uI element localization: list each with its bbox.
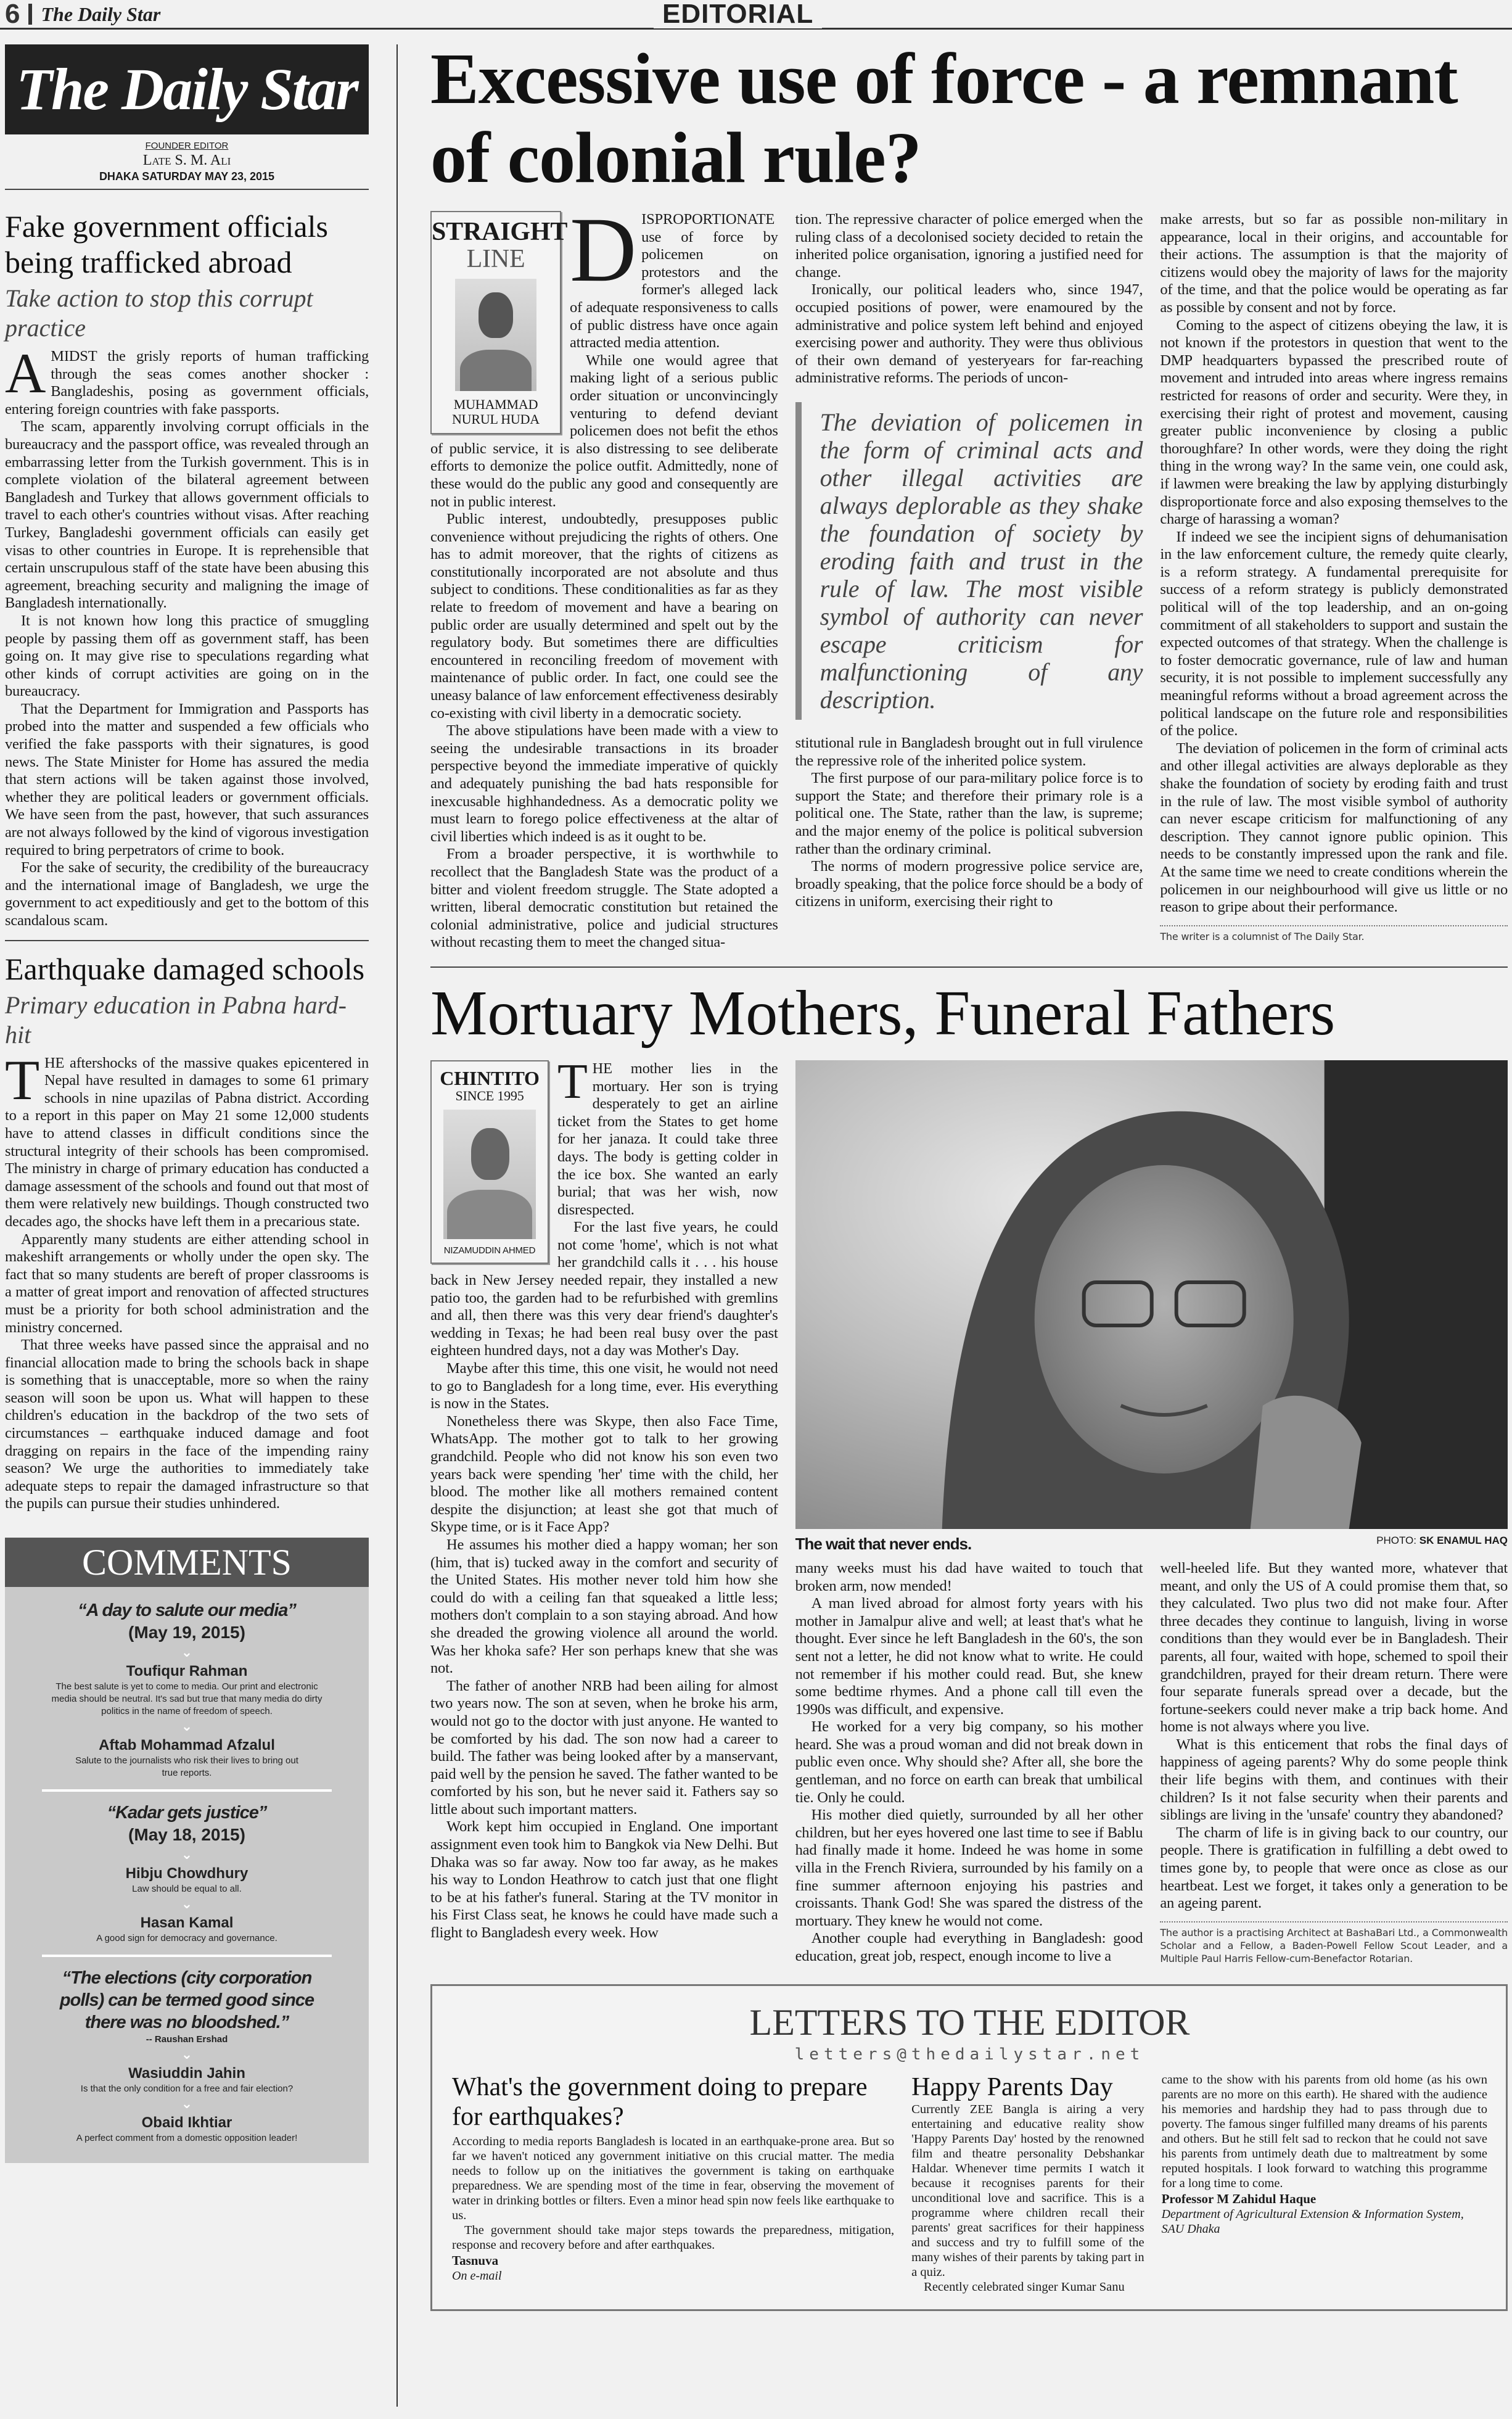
editorial-headline: Fake government officials being trafficked abroad	[5, 209, 328, 279]
article-column-2	[795, 1560, 1143, 1966]
paragraph: MIDST the grisly reports of human trafficking through the seas comes another shocker : Bangladeshis, posing as government officials, entering foreign countries with fake passports.	[5, 348, 369, 418]
paragraph: stitutional rule in Bangladesh brought out in full virulence the repressive role of the inherited police system.	[795, 734, 1143, 769]
author-bio: The author is a practising Architect at BashaBari Ltd., a Commonwealth Scholar and a Fellow, a Baden-Powell Fellow Scout Leader, and a Multiple Paul Harris Fellow-cum-Benefactor Rotarian.	[1160, 1921, 1508, 1965]
paragraph: Work kept him occupied in England. One important assignment even took him to Bangkok via New Delhi. But Dhaka was so far away. Now too far away, as he makes his way to London Heathrow to catch just that one flight to be at his father's funeral. Staring at the TV monitor in his First Class seat, he knows he could have made such a flight to Bangladesh every week. How	[430, 1818, 778, 1942]
divider	[5, 189, 369, 190]
editorial-earthquake-schools	[5, 951, 369, 1513]
commenter-name: Wasiuddin Jahin	[128, 2065, 245, 2082]
dateline: DHAKA SATURDAY MAY 23, 2015	[99, 170, 275, 183]
paragraph: What is this enticement that robs the final days of happiness of ageing parents? Why do some people think their life begins with them, and continues with their children? Is it not false security when their parents and siblings are living in the 'unsafe' country they abandoned?	[1160, 1736, 1508, 1824]
drop-cap: T	[557, 1054, 588, 1109]
chevron-down-icon: ⌄	[181, 1847, 193, 1863]
comment-topic: “The elections (city corporation polls) can be termed good since there was no bloodshed.”	[59, 1968, 314, 2033]
comment-date: (May 19, 2015)	[128, 1623, 245, 1642]
comment-text: Salute to the journalists who risk their lives to bring out true reports.	[75, 1755, 298, 1779]
paragraph: Currently ZEE Bangla is airing a very entertaining and educative reality show 'Happy Parents Day' hosted by the renowned film and theatre personality Debshankar Haldar. Whenever time permits I watch it because it recognises parents for their unconditional love and sacrifice. This is a programme where children recall their parents' great sacrifices for their happiness and success and try to fulfill some of the many wishes of their parents by taking part in a quiz.	[911, 2102, 1144, 2279]
founder-label: FOUNDER EDITOR	[145, 141, 229, 151]
letter-source: On e-mail	[452, 2269, 502, 2283]
comments-panel	[5, 1538, 369, 2163]
paragraph: make arrests, but so far as possible non-military in appearance, local in their origins, and accountable for their actions. The assumption is that the majority of citizens would obey the majority of laws for the majority of the time, and that the police would be operating as far as possible by consent and not by force.	[1160, 211, 1508, 316]
article-1-body	[430, 199, 1508, 952]
paragraph: According to media reports Bangladesh is located in an earthquake-prone area. But so far we haven't noticed any government initiative on this crucial matter. The media needs to follow up on the initiatives the government is taking on earthquake preparedness. We are spending most of the time in fear, observing the movement of water in drinking bottles or filters. Even a minor head spin now feels like earthquake to us.	[452, 2134, 895, 2222]
letter-continued	[1162, 2072, 1487, 2236]
paragraph: Apparently many students are either attending school in makeshift arrangements or wholly under the open sky. The fact that so many students are bereft of proper classrooms is a matter of great import and renovation of affected structures must be a priority for both school administration and the ministry concerned.	[5, 1230, 369, 1336]
paragraph: He worked for a very big company, so his mother heard. She was a proud woman and did not break down in public even once. Why should she? After all, she bore the gentleman, and no force on earth can break that umbilical tie. Only he could.	[795, 1718, 1143, 1806]
editorial-body	[5, 1048, 369, 1513]
commenter-name: Hasan Kamal	[140, 1914, 234, 1932]
letter-source: Department of Agricultural Extension & Information System, SAU Dhaka	[1161, 2207, 1464, 2236]
drop-cap: T	[5, 1048, 39, 1111]
divider	[42, 1955, 332, 1957]
photo-credit-label: PHOTO:	[1376, 1534, 1417, 1546]
commenter-name: Toufiqur Rahman	[126, 1663, 248, 1680]
paper-name: The Daily Star	[41, 2, 161, 25]
section-label: EDITORIAL	[654, 0, 822, 28]
divider	[5, 940, 369, 941]
letter-author: Professor M Zahidul Haque	[1161, 2191, 1317, 2206]
comment-topic: “A day to salute our media”	[78, 1601, 296, 1621]
divider	[28, 4, 32, 25]
paragraph: Maybe after this time, this one visit, he would not need to go to Bangladesh for a long time, ever. His everything is now in the States.	[430, 1360, 778, 1412]
letters-columns	[452, 2072, 1487, 2294]
editorial-subhead: Take action to stop this corrupt practice	[5, 284, 313, 342]
commenter-name: Hibju Chowdhury	[125, 1865, 249, 1882]
page-number: 6	[5, 0, 20, 29]
author-name: NIZAMUDDIN AHMED	[443, 1245, 536, 1256]
paragraph: That three weeks have passed since the appraisal and no financial allocation made to bring the schools back in shape is something that is unacceptable, more so when the rainy season will soon be upon us. What will happen to these children's education in the backdrop of the two sets of circumstances – earthquake induced damage and foot dragging on repairs in the face of the impending rainy season? We urge the authorities to immediately take adequate steps to repair the damaged infrastructure so that the pupils can pursue their studies unhindered.	[5, 1337, 369, 1512]
column-name: LINE	[466, 245, 525, 273]
chevron-down-icon: ⌄	[181, 2047, 193, 2063]
paragraph: Another couple had everything in Bangladesh: good education, great job, respect, enough income to live a	[795, 1930, 1143, 1964]
comment-text: Law should be equal to all.	[132, 1884, 242, 1895]
paragraph: A man lived abroad for almost forty years with his mother in Jamalpur alive and well; at least that's what he thought. Ever since he left Bangladesh in the 60's, the son sent not a letter, he did not know what to write. He could not remember if his mother could read. But, she knew some bedtime rhymes. And a phone call till even the 1990s was difficult, and expensive.	[795, 1595, 1143, 1718]
comment-text: A perfect comment from a domestic opposition leader!	[76, 2133, 298, 2144]
author-name: MUHAMMAD NURUL HUDA	[451, 397, 540, 427]
paragraph: Nonetheless there was Skype, then also Face Time, WhatsApp. The mother got to talk to her growing grandchild. People who did not know his son even two years back were spending 'her' time with the child, her blood. The mother like all mothers remained content despite the disjunction; at least she got that much of Skype time, or is it Face App?	[430, 1412, 778, 1536]
divider	[42, 1789, 332, 1792]
paragraph: Recently celebrated singer Kumar Sanu	[924, 2280, 1125, 2294]
letter-body	[911, 2102, 1144, 2294]
letter-author: Tasnuva	[452, 2252, 499, 2268]
paragraph: well-heeled life. But they wanted more, whatever that meant, and only the US of A could promise them that, so they calculated. Two plus two did not make four. After three decades they continue to languish, living in worse conditions than they would ever be in Bangladesh. Their parents, all four, waited with hope, schemed to spoil their grandchildren, prayed for their dream return. There were four separate funerals spread over a decade, but the fortune-seekers could never make a trip back home. And home is not always where you live.	[1160, 1559, 1508, 1736]
paragraph: He assumes his mother died a happy woman; her son (him, that is) tucked away in the comfort and security of the United States. His mother never told him how she could do with a ceiling fan that squeaked a little less; mothers don't complain to a son staying abroad. And how she dreaded the growing violence all around the world. Was her khoka safe? Her son perhaps knew that she was not.	[430, 1536, 778, 1677]
letters-title: LETTERS TO THE EDITOR	[749, 2001, 1190, 2043]
paragraph: Ironically, our political leaders who, since 1947, occupied positions of power, were enamoured by the administrative and police system left behind and enjoyed exercising power and authority. They were thus oblivious of their own demand of yesteryears for far-reaching administrative reforms. The periods of uncon-	[795, 281, 1143, 387]
pull-quote: The deviation of policemen in the form of criminal acts and other illegal activities are always deplorable as they shake the foundation of society by eroding faith and trust in the rule of law. The most visible symbol of authority can never escape criticism for malfunctioning of any description.	[795, 402, 1143, 720]
paragraph: The deviation of policemen in the form of criminal acts and other illegal activities are always deplorable as they shake the foundation of society by eroding faith and trust in the rule of law. The most visible symbol of authority can never escape criticism for malfunctioning of any description. They cannot ignore public opinion. This needs to be constantly impressed upon the rank and file. At the same time we need to create conditions wherein the policemen in our neighbourhood will give us little or no reason to gripe about their performance.	[1160, 740, 1508, 916]
paragraph: Public interest, undoubtedly, presupposes public convenience without prejudicing the rights of others. One has to admit moreover, that the rights of citizens as constitutionally incorporated are not absolute and thus subject to conditions. These conditionalities as far as they relate to freedom of movement and have a bearing on public order are usually determined and spelt out by the regulatory body. But sometimes there are difficulties encountered in reconciling freedom of movement with maintenance of public order. In fact, one could see the uneasy balance of law enforcement effectiveness desirably co-existing with civil liberty in a democratic society.	[430, 511, 778, 722]
paragraph: For the last five years, he could not come 'home', which is not what her grandchild calls it . . . his house back in New Jersey needed repair, they installed a new patio too, the garden had to be refurbished with gremlins and all, then there was this very dear friend's daughter's wedding in Texas; he had been real busy over the past eighteen hundred days, not a day was Mother's Day.	[430, 1219, 778, 1359]
paragraph: came to the show with his parents from old home (as his own parents are no more on this earth). He shared with the audience his memories and hardship they had to pass through due to poverty. The famous singer fulfilled many dreams of his parents and others. But he still felt sad to reckon that he could not save his parents from untimely death due to maltreatment by some reputed hospitals. I look forward to watching this programme for a long time to come.	[1161, 2072, 1487, 2190]
comment-date: (May 18, 2015)	[128, 1825, 245, 1845]
paragraph: tion. The repressive character of police emerged when the ruling class of a decolonised society decided to retain the inherited police organisation, ignoring a justified need for change.	[795, 211, 1143, 281]
column-since: SINCE 1995	[455, 1087, 524, 1103]
right-content	[396, 38, 1508, 2407]
article-headline: Excessive use of force - a remnant of colonial rule?	[430, 38, 1458, 198]
article-photo-elderly-woman	[795, 1060, 1508, 1529]
paragraph: The above stipulations have been made with a view to seeing the undesirable transactions in its broader perspective beyond the immediate imperative of quickly and adequately punishing the bad hats responsible for inexcusable highhandedness. As a democratic polity we must learn to forego police effectiveness at the altar of civil liberties which indeed is as it ought to be.	[430, 722, 778, 845]
drop-cap: D	[570, 199, 637, 301]
paragraph: The father of another NRB had been ailing for almost two years now. The son at seven, when he broke his arm, would not go to the doctor with just anyone. He wanted to be comforted by his dad. The son now had a career to build. The father was being looked after by a manservant, paid well by the pension he saved. The father wanted to be comforted by his son, but he never said it. Fathers say so little about such important matters.	[430, 1677, 778, 1818]
editorial-fake-officials	[5, 208, 369, 930]
article-2-body	[430, 1054, 1508, 1966]
photo-credit-name: SK ENAMUL HAQ	[1419, 1534, 1508, 1546]
paragraph: That the Department for Immigration and Passports has probed into the matter and suspended a few officials who verified the fake passports with their signatures, is good news. The State Minister for Home has assured the media that stern actions will be taken against those involved, whether they are political leaders or government officials. We have seen from the past, however, that such assurances are not always followed by the kind of vigorous investigation required to bring perpetrators of crime to book.	[5, 700, 369, 859]
paragraph: HE mother lies in the mortuary. Her son is trying desperately to get an airline ticket from the States to get home for her janaza. It could take three days. The body is getting colder in the ice box. She wanted an early burial; that was her wish, now disrespected.	[557, 1060, 778, 1218]
paragraph: The government should take major steps towards the preparedness, mitigation, response and recovery before and after earthquakes.	[452, 2223, 895, 2252]
author-photo	[443, 1110, 536, 1239]
letter-title: What's the government doing to prepare for earthquakes?	[452, 2072, 868, 2131]
chevron-down-icon: ⌄	[181, 1897, 193, 1913]
comment-text: The best salute is yet to come to media. Our print and electronic media should be neutral. It's sad but true that many media do dirty politics in the name of freedom of speech.	[51, 1681, 323, 1717]
paragraph: It is not known how long this practice of smuggling people by passing them off as government staff, has been going on. It may give rise to speculations regarding what other kinds of corrupt activities are going on in the bureaucracy.	[5, 612, 369, 700]
commenter-name: Aftab Mohammad Afzalul	[99, 1737, 275, 1754]
drop-cap: A	[5, 342, 46, 405]
article-headline: Mortuary Mothers, Funeral Fathers	[430, 966, 1508, 1050]
paragraph: The first purpose of our para-military police force is to support the State; and therefore their primary role is a political one. The State, rather than the law, is supreme; and the major enemy of the police is political subversion rather than the ordinary criminal.	[795, 770, 1143, 857]
letter	[911, 2072, 1144, 2294]
paragraph: While one would agree that making light of a serious public order situation or unconvincingly venturing to defend deviant policemen does not befit the ethos of public service, it is also distressing to see deliberate efforts to demonize the police outfit. Admittedly, none of these would do the public any good and consequently are not in public interest.	[430, 352, 778, 510]
editorial-body	[5, 342, 369, 930]
author-photo	[455, 279, 536, 391]
paragraph: The charm of life is in giving back to our country, our people. There is gratification in fulfilling a debt owed to times gone by, to people that were once as close as our heartbeat. Lest we forget, it takes only a generation to be an ageing parent.	[1160, 1824, 1508, 1912]
photo-caption: The wait that never ends.	[795, 1534, 972, 1553]
author-bio: The writer is a columnist of The Daily Star.	[1160, 925, 1508, 943]
paragraph: ISPROPORTIONATE use of force by policemen on protestors and the former's alleged lack of adequate responsiveness to calls of public distress have once again attracted media attention.	[570, 211, 778, 352]
article-column-1	[430, 1054, 778, 1942]
letters-to-editor	[430, 1984, 1508, 2311]
editorial-subhead: Primary education in Pabna hard-hit	[5, 991, 347, 1049]
letters-email-link[interactable]: letters@thedailystar.net	[794, 2045, 1145, 2064]
masthead-logo: The Daily Star	[5, 44, 369, 134]
letter	[452, 2072, 894, 2283]
editorial-headline: Earthquake damaged schools	[5, 951, 365, 986]
article-column-3	[1160, 211, 1508, 943]
letter-title: Happy Parents Day	[911, 2072, 1113, 2101]
letter-body	[452, 2134, 894, 2252]
founder-name: Late S. M. Ali	[142, 152, 231, 168]
chevron-down-icon: ⌄	[181, 1719, 193, 1735]
comment-topic: “Kadar gets justice”	[107, 1803, 267, 1823]
article-2-right	[795, 1060, 1508, 1966]
comment-text: A good sign for democracy and governance.	[96, 1933, 277, 1944]
column-name: STRAIGHT	[432, 218, 568, 246]
paragraph: Coming to the aspect of citizens obeying the law, it is not known if the protestors in question that went to the DMP headquarters bypassed the prescribed route of movement and intruded into areas where ingress remains restricted for reasons of order and security. Were they, in exercising their right of protest and movement, causing greater public inconvenience by closing a public thoroughfare? In other words, were they doing the right thing in the wrong way? In the same vein, one could ask, if lawmen were breaking the law by applying disturbingly disproportionate force and also exposing themselves to the charge of harassing a woman?	[1160, 316, 1508, 528]
paragraph: The scam, apparently involving corrupt officials in the bureaucracy and the passport office, was revealed through an embarrassing letter from the Turkish government. This is in complete violation of the bilateral agreement between Bangladesh and Turkey that allows government officials to travel to each other's countries without visas. After reaching Turkey, Bangladeshi government officials can easily get visas to other countries in Europe. It is reprehensible that certain unscrupulous staff of the state have been abusing this agreement, breaching security and maligning the image of Bangladesh internationally.	[5, 418, 369, 612]
left-column	[5, 44, 369, 2163]
chevron-down-icon: ⌄	[181, 1645, 193, 1661]
article-2-lower-columns	[795, 1560, 1508, 1966]
article-column-3	[1160, 1560, 1508, 1965]
page-header	[0, 0, 1512, 30]
letter-body	[1162, 2072, 1487, 2191]
comment-text: Is that the only condition for a free and fair election?	[80, 2083, 294, 2095]
paragraph: His mother died quietly, surrounded by all her other children, but her eyes hovered one last time to see if Bablu had finally made it home. Indeed he was home in some villa in the French Riviera, surrounded by his family on a fine summer afternoon enjoying his pastries and croissants. Thank God! She was spared the distress of the mortuary. They knew he would not come.	[795, 1807, 1143, 1929]
paragraph: The norms of modern progressive police service are, broadly speaking, that the police force should be a body of citizens in uniform, exercising their right to	[795, 858, 1143, 910]
paragraph: many weeks must his dad have waited to touch that broken arm, now mended!	[795, 1559, 1143, 1594]
article-column-2	[795, 211, 1143, 911]
commenter-name: Obaid Ikhtiar	[141, 2114, 232, 2132]
article-column-1	[430, 199, 778, 952]
comments-title: COMMENTS	[5, 1538, 369, 1587]
paragraph: From a broader perspective, it is worthwhile to recollect that the Bangladesh State was the product of a bitter and violent freedom struggle. The State adopted a written, liberal democratic constitution but retained the colonial administrative, police and judicial structures without recasting them to meet the changed situa-	[430, 846, 778, 951]
column-byline-box	[430, 1060, 549, 1264]
photo-credit	[1376, 1534, 1508, 1547]
chevron-down-icon: ⌄	[181, 2096, 193, 2112]
paragraph: If indeed we see the incipient signs of dehumanisation in the law enforcement culture, the remedy quite clearly, is a reform strategy. A fundamental prerequisite for success of a reform strategy is publicly demonstrated political will of the top leadership, and an on-going commitment of all stakeholders to support and sustain the expected outcomes of that strategy. When the challenge is to foster democratic governance, rule of law and human security, it is not possible to implement successfully any meaningful reforms without a broad agreement across the political landscape on the future role and responsibilities of the police.	[1160, 528, 1508, 740]
quote-attribution: -- Raushan Ershad	[146, 2034, 228, 2045]
paragraph: For the sake of security, the credibility of the bureaucracy and the international image of Bangladesh, we urge the government to act expeditiously and get to the bottom of this scandalous scam.	[5, 859, 369, 929]
column-byline-box	[430, 211, 568, 434]
paragraph: HE aftershocks of the massive quakes epicentered in Nepal have resulted in damages to some 61 primary schools in nine upazilas of Pabna district. According to a report in this paper on May 21 some 12,000 students have to attend classes in difficult conditions since the structural integrity of their schools has been compromised. The ministry in charge of primary education has conducted a damage assessment of the schools and found out that most of them were relatively new buildings. Though constructed two decades ago, the shocks have left them in a precarious state.	[5, 1054, 369, 1230]
column-name: CHINTITO	[440, 1066, 540, 1089]
photo-caption-row	[795, 1534, 1508, 1554]
